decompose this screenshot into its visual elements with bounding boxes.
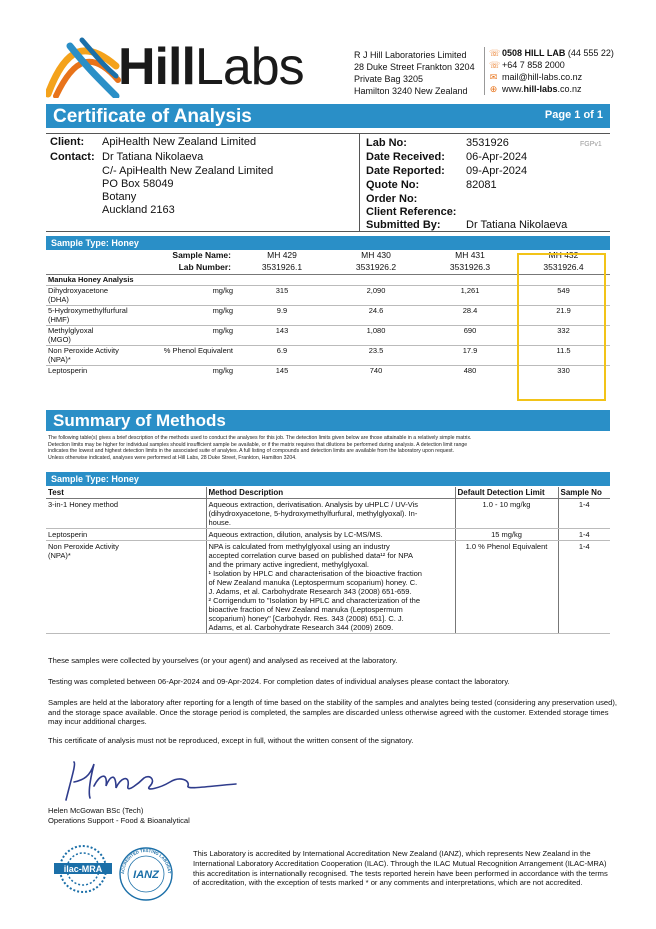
description-line: Aqueous extraction, derivatisation. Analysis by uHPLC / UV-Vis (208, 500, 419, 509)
result-cell: 740 (329, 365, 423, 377)
fine-print-line: Unless otherwise indicated, analyses were performed at Hill Labs, 28 Duke Street, Frankton, Hamilton 3204. (48, 454, 297, 461)
accreditation-statement: This Laboratory is accredited by International Accreditation New Zealand (IANZ), which represents New Zealand in the International Laboratory Accreditation Cooperation (ILAC). Through the ILAC Mutual Recognition Arrangement (ILAC-MRA) this accreditation is internationally recognised. The tests reported herein have been performed in accordance with the terms of accreditation, with the exception of tests marked * or any comments and interpretations, which are not accredited. (193, 849, 608, 888)
contact-line: Botany (102, 191, 137, 203)
analyte-unit: % Phenol Equivalent (149, 345, 235, 365)
note-collected: These samples were collected by yourselves (or your agent) and analysed as received at the laboratory. (48, 656, 398, 665)
method-limit: 15 mg/kg (455, 529, 558, 541)
result-cell: 17.9 (423, 345, 517, 365)
lab-number-cell: 3531926.1 (261, 262, 303, 272)
test-line: Non Peroxide Activity (48, 542, 119, 551)
col-header-method: Method Description (206, 487, 455, 499)
description-line: of New Zealand manuka (Leptospermum scoparium) honey. C. (208, 578, 418, 587)
result-cell: 9.9 (235, 305, 329, 325)
submitted-by-value: Dr Tatiana Nikolaeva (466, 219, 568, 231)
col-header-test: Test (46, 487, 206, 499)
fine-print-line: Detection limits may be higher for individual samples should insufficient sample be available, or if the matrix requires that dilutions be performed during analysis. A detection limit range (48, 441, 468, 448)
quote-no-label: Quote No: (366, 179, 420, 191)
address-line: Hamilton 3240 New Zealand (354, 86, 468, 96)
lab-contacts (484, 47, 614, 95)
analyte-name (46, 305, 149, 325)
ilac-label: ilac-MRA (63, 864, 103, 874)
certificate-title-bar (46, 104, 610, 128)
analyte-unit: mg/kg (149, 285, 235, 305)
sample-name-cell: MH 429 (267, 250, 297, 260)
result-cell: 23.5 (329, 345, 423, 365)
logo-wordmark: HillLabs (118, 38, 304, 96)
table-row (46, 541, 610, 634)
method-sample-no: 1-4 (558, 499, 610, 529)
web-domain: hill-labs (523, 84, 558, 94)
description-line: bioactive fraction of New Zealand manuka (Leptospermum (208, 605, 403, 614)
lab-address (354, 49, 475, 97)
description-line: accepted correlation curve based on published data¹² for NPA (208, 551, 414, 560)
analyte-name (46, 285, 149, 305)
column-divider (359, 134, 360, 232)
method-limit: 1.0 - 10 mg/kg (455, 499, 558, 529)
signature-image (60, 756, 240, 808)
fine-print-line: indicates the lowest and highest detection limits in the associated suite of analytes. A full listing of compounds and detection limits are available from the laboratory upon request. (48, 448, 455, 455)
method-description: Aqueous extraction, dilution, analysis by LC-MS/MS. (206, 529, 455, 541)
method-sample-no: 1-4 (558, 541, 610, 634)
table-row (46, 529, 610, 541)
phone-freephone[interactable]: 0508 HILL LAB (502, 48, 566, 58)
method-limit: 1.0 % Phenol Equivalent (455, 541, 558, 634)
analyte-unit: mg/kg (149, 325, 235, 345)
signatory-name: Helen McGowan BSc (Tech) (48, 806, 144, 815)
result-cell: 6.9 (235, 345, 329, 365)
method-description (206, 499, 455, 529)
lab-number-label: Lab Number: (178, 262, 231, 272)
analyte-name (46, 345, 149, 365)
description-line: scoparium) honey" [Carbohydr. Res. 343 (2008) 651]. C. J. (208, 614, 404, 623)
form-code: FGPv1 (580, 141, 602, 148)
result-cell: 145 (235, 365, 329, 377)
analyte-line: (DHA) (48, 294, 69, 304)
result-cell: 480 (423, 365, 517, 377)
method-sample-no: 1-4 (558, 529, 610, 541)
contact-line: PO Box 58049 (102, 178, 174, 190)
methods-fine-print (48, 435, 610, 461)
analysis-group-title: Manuka Honey Analysis (46, 274, 610, 285)
web-link[interactable] (502, 83, 582, 95)
lab-number-cell: 3531926.4 (543, 262, 584, 272)
summary-title-bar: Summary of Methods (46, 410, 610, 431)
address-line: Private Bag 3205 (354, 74, 424, 84)
col-header-limit: Default Detection Limit (455, 487, 558, 499)
phone-icon: ☏ (489, 48, 501, 58)
phone-freephone-digits: (44 555 22) (565, 48, 614, 58)
client-label: Client: (50, 136, 85, 148)
analyte-line: (MGO) (48, 334, 71, 344)
sample-name-label: Sample Name: (172, 250, 231, 260)
date-reported-value: 09-Apr-2024 (466, 165, 528, 177)
lab-no-label: Lab No: (366, 137, 407, 149)
test-line: (NPA)* (48, 551, 71, 560)
note-testing: Testing was completed between 06-Apr-2024 and 09-Apr-2024. For completion dates of individual analyses please contact the laboratory. (48, 677, 510, 686)
address-line: 28 Duke Street Frankton 3204 (354, 62, 475, 72)
date-received-value: 06-Apr-2024 (466, 151, 528, 163)
analyte-name (46, 325, 149, 345)
methods-table (46, 487, 610, 634)
contact-line: Dr Tatiana Nikolaeva (102, 151, 204, 163)
order-no-label: Order No: (366, 193, 418, 205)
description-line: ¹ Isolation by HPLC and characterisation of the bioactive fraction (208, 569, 422, 578)
note-held: Samples are held at the laboratory after reporting for a length of time based on the stability of the samples and analytes being tested (considering any preservation used), and the storage space available. Once the storage period is completed, the samples are discarded unless otherwise agreed with the customer. Extended storage times may incur additional charges. (48, 698, 618, 726)
sample-name-cell: MH 432 (548, 250, 579, 260)
analyte-unit: mg/kg (149, 365, 235, 377)
signatory-role: Operations Support - Food & Bioanalytical (48, 816, 190, 825)
result-cell: 315 (235, 285, 329, 305)
contact-label: Contact: (50, 151, 95, 163)
result-cell: 21.9 (517, 305, 610, 325)
date-received-label: Date Received: (366, 151, 445, 163)
description-line: Adams, et al. Carbohydrate Research 344 (2009) 2609. (208, 623, 394, 632)
mail-icon: ✉ (489, 72, 498, 82)
lab-no-value: 3531926 (466, 137, 509, 149)
address-line: R J Hill Laboratories Limited (354, 50, 467, 60)
analyte-line: Methylglyoxal (48, 325, 94, 335)
phone-icon: ☏ (489, 60, 501, 70)
description-line: house. (208, 518, 232, 527)
analyte-unit: mg/kg (149, 305, 235, 325)
table-row (46, 499, 610, 529)
analyte-line: (HMF) (48, 314, 70, 324)
certificate-title: Certificate of Analysis (53, 106, 252, 127)
description-line: J. Adams, et al. Carbohydrate Research 343 (2008) 651-659. (208, 587, 412, 596)
method-test (46, 541, 206, 634)
client-reference-label: Client Reference: (366, 206, 457, 218)
ianz-ring-text: ACCREDITED TESTING LABORAT (119, 847, 173, 875)
web-suffix: .co.nz (557, 84, 582, 94)
web-prefix: www. (502, 84, 524, 94)
result-cell: 28.4 (423, 305, 517, 325)
result-cell: 1,080 (329, 325, 423, 345)
contact-line: C/- ApiHealth New Zealand Limited (102, 165, 274, 177)
description-line: ² Corrigendum to "Isolation by HPLC and characterization of the (208, 596, 421, 605)
result-cell: 690 (423, 325, 517, 345)
quote-no-value: 82081 (466, 179, 497, 191)
page-indicator: Page 1 of 1 (544, 109, 603, 121)
fine-print-line: The following table(s) gives a brief description of the methods used to conduct the analyses for this job. The detection limits given below are those attainable in a relatively simple matrix. (48, 435, 472, 441)
sample-name-cell: MH 431 (455, 250, 485, 260)
result-cell: 1,261 (423, 285, 517, 305)
sample-type-bar: Sample Type: Honey (46, 236, 610, 250)
analyte-line: Dihydroxyacetone (48, 285, 109, 295)
result-cell: 2,090 (329, 285, 423, 305)
lab-number-cell: 3531926.3 (449, 262, 491, 272)
ianz-label: IANZ (133, 869, 159, 881)
analyte-line: Non Peroxide Activity (48, 345, 119, 355)
globe-icon: ⊕ (489, 84, 498, 94)
method-test: Leptosperin (46, 529, 206, 541)
analyte-line: (NPA)* (48, 354, 71, 364)
date-reported-label: Date Reported: (366, 165, 445, 177)
client-name: ApiHealth New Zealand Limited (102, 136, 257, 148)
description-line: (dihydroxyacetone, 5-hydroxymethylfurfural, methylglyoxal). In- (208, 509, 418, 518)
method-test: 3-in-1 Honey method (46, 499, 206, 529)
submitted-by-label: Submitted By: (366, 219, 441, 231)
result-cell: 330 (517, 365, 610, 377)
result-cell: 24.6 (329, 305, 423, 325)
lab-number-cell: 3531926.2 (355, 262, 397, 272)
sample-name-cell: MH 430 (361, 250, 391, 260)
signatory-block (48, 806, 190, 826)
phone-number[interactable]: +64 7 858 2000 (502, 60, 565, 70)
analyte-line: 5-Hydroxymethylfurfural (48, 305, 128, 315)
note-reproduce: This certificate of analysis must not be reproduced, except in full, without the written consent of the signatory. (48, 736, 414, 745)
result-cell: 549 (517, 285, 610, 305)
description-line: NPA is calculated from methylglyoxal using an industry (208, 542, 390, 551)
contact-line: Auckland 2163 (102, 204, 175, 216)
result-cell: 143 (235, 325, 329, 345)
ianz-logo (118, 846, 174, 902)
highlight-box-mh432 (517, 253, 606, 401)
ilac-mra-logo (52, 844, 114, 894)
description-line: and the primary active ingredient, methylglyoxal. (208, 560, 369, 569)
email-link[interactable]: mail@hill-labs.co.nz (502, 72, 583, 82)
methods-header-row (46, 487, 610, 499)
analyte-name: Leptosperin (46, 365, 149, 377)
method-description (206, 541, 455, 634)
methods-sample-type-bar: Sample Type: Honey (46, 472, 610, 486)
col-header-sample: Sample No (558, 487, 610, 499)
result-cell: 11.5 (517, 345, 610, 365)
result-cell: 332 (517, 325, 610, 345)
